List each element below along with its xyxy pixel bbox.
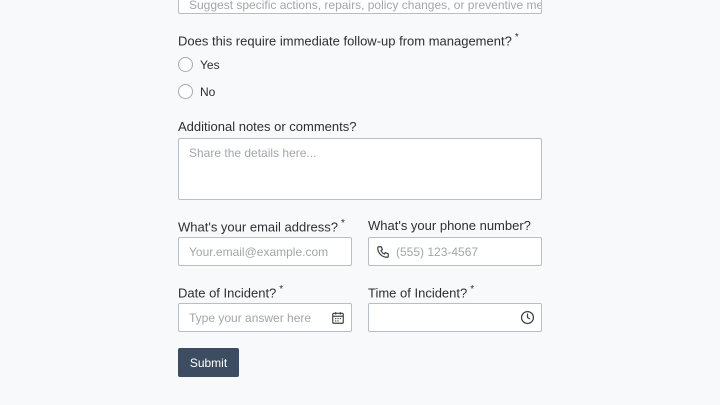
required-asterisk: * xyxy=(341,218,345,229)
email-field-wrapper xyxy=(178,237,352,266)
followup-question-text: Does this require immediate follow-up from management? xyxy=(178,33,512,49)
email-field[interactable] xyxy=(178,237,352,266)
date-field[interactable] xyxy=(178,303,352,332)
time-field[interactable] xyxy=(368,303,542,332)
phone-field[interactable] xyxy=(368,237,542,266)
recommendations-textarea[interactable] xyxy=(178,0,542,14)
radio-option-no[interactable] xyxy=(178,84,215,99)
date-question-label xyxy=(178,284,283,300)
email-question-text: What's your email address? xyxy=(178,219,338,235)
email-question-label xyxy=(178,218,345,234)
radio-button-no[interactable] xyxy=(178,84,193,99)
required-asterisk: * xyxy=(514,32,519,43)
submit-button[interactable]: Submit xyxy=(178,348,239,377)
phone-question-label: What's your phone number? xyxy=(368,218,531,233)
notes-question-label: Additional notes or comments? xyxy=(178,119,357,134)
followup-question-label xyxy=(178,32,519,48)
radio-option-yes[interactable] xyxy=(178,57,220,72)
radio-label-yes: Yes xyxy=(200,57,220,72)
clock-icon[interactable] xyxy=(520,310,535,325)
required-asterisk: * xyxy=(279,284,284,295)
radio-label-no: No xyxy=(200,84,216,99)
required-asterisk: * xyxy=(470,284,475,295)
phone-field-wrapper xyxy=(368,237,542,266)
date-question-text: Date of Incident? xyxy=(178,285,277,301)
time-question-label xyxy=(368,284,474,300)
time-question-text: Time of Incident? xyxy=(368,285,468,301)
calendar-icon[interactable] xyxy=(330,310,345,325)
radio-button-yes[interactable] xyxy=(178,57,193,72)
phone-icon xyxy=(375,244,390,259)
time-field-wrapper xyxy=(368,303,542,332)
date-field-wrapper xyxy=(178,303,352,332)
notes-textarea[interactable] xyxy=(178,138,542,200)
